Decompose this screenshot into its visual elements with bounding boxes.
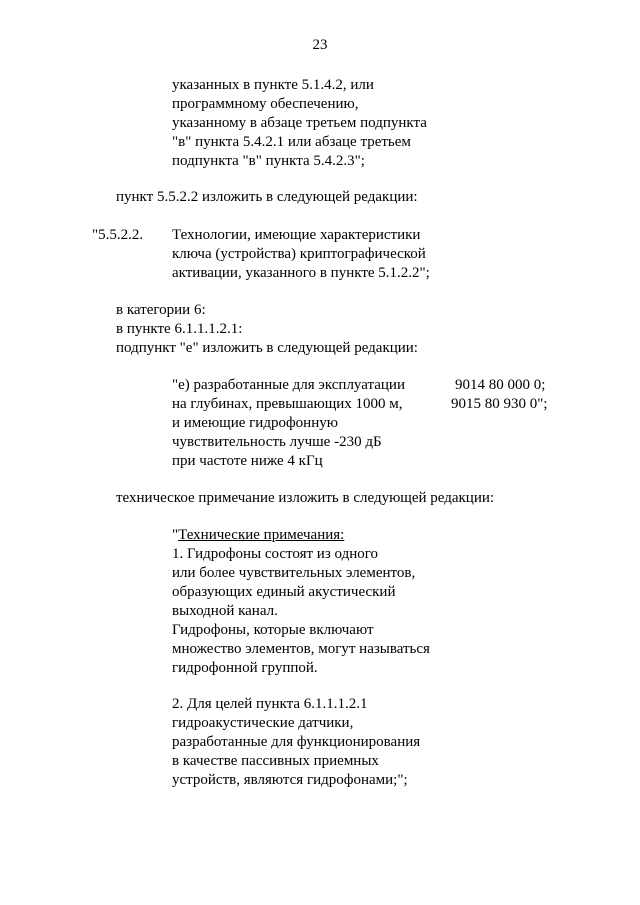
text-line: указанному в абзаце третьем подпункта — [172, 115, 427, 131]
code-value: 9014 80 000 0; — [455, 377, 546, 393]
text-line: в категории 6: — [116, 302, 206, 318]
text-line: гидрофонной группой. — [172, 660, 318, 676]
tech-note-1 — [172, 545, 430, 678]
tech-note-2 — [172, 695, 420, 790]
text-line: подпункт "е" изложить в следующей редакции: — [116, 340, 418, 356]
item-number: "5.5.2.2. — [92, 227, 144, 243]
text-line: Технологии, имеющие характеристики — [172, 227, 421, 243]
text-line: образующих единый акустический — [172, 584, 396, 600]
text-line: 1. Гидрофоны состоят из одного — [172, 546, 379, 562]
text-line: указанных в пункте 5.1.4.2, или — [172, 77, 374, 93]
code-value: 9015 80 930 0"; — [451, 396, 548, 412]
category-block — [116, 301, 418, 358]
continuation-block — [172, 76, 427, 171]
text-line: при частоте ниже 4 кГц — [172, 453, 323, 469]
text-line: Гидрофоны, которые включают — [172, 622, 374, 638]
text-line: гидроакустические датчики, — [172, 715, 354, 731]
text-line: в пункте 6.1.1.1.2.1: — [116, 321, 243, 337]
text-line: подпункта "в" пункта 5.4.2.3"; — [172, 153, 365, 169]
text-line: ключа (устройства) криптографической — [172, 246, 426, 262]
text-line: чувствительность лучше -230 дБ — [172, 434, 382, 450]
item-5522-text — [172, 226, 430, 283]
amendment-instruction: пункт 5.5.2.2 изложить в следующей редакции: — [116, 189, 418, 205]
text-line: и имеющие гидрофонную — [172, 415, 338, 431]
text-line: в качестве пассивных приемных — [172, 753, 379, 769]
text-line: устройств, являются гидрофонами;"; — [172, 772, 408, 788]
tech-notes-heading — [172, 526, 344, 545]
item-e-text — [172, 376, 405, 471]
text-line: на глубинах, превышающих 1000 м, — [172, 396, 403, 412]
text-line: выходной канал. — [172, 603, 278, 619]
text-line: разработанные для функционирования — [172, 734, 421, 750]
text-line: "е) разработанные для эксплуатации — [172, 377, 405, 393]
text-line: активации, указанного в пункте 5.1.2.2"; — [172, 265, 430, 281]
text-line: или более чувствительных элементов, — [172, 565, 416, 581]
heading-text: Технические примечания: — [178, 527, 345, 543]
page-number: 23 — [312, 37, 328, 53]
text-line: программному обеспечению, — [172, 96, 359, 112]
text-line: 2. Для целей пункта 6.1.1.1.2.1 — [172, 696, 368, 712]
text-line: "в" пункта 5.4.2.1 или абзаце третьем — [172, 134, 411, 150]
amendment-instruction: техническое примечание изложить в следующей редакции: — [116, 490, 495, 506]
open-quote: " — [172, 527, 179, 543]
text-line: множество элементов, могут называться — [172, 641, 430, 657]
